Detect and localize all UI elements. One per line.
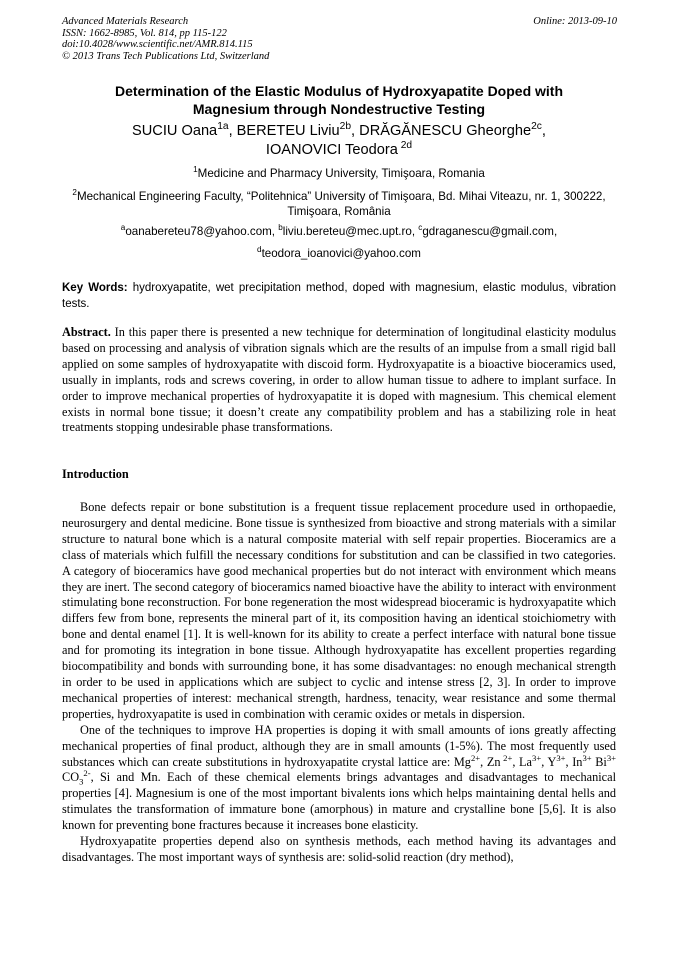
ion-charge: 3+	[606, 752, 617, 763]
journal-header	[62, 16, 617, 62]
keywords	[62, 281, 616, 312]
paragraph: Bone defects repair or bone substitution is a frequent tissue replacement procedure used in orthopaedie, neurosurgery and dental medicine. Bone tissue is synthesized from bioactive and strong materials with a similar structure to natural bone which is a natural composite material with self repair properties. Bioceramics are a class of materials which fulfill the necessary conditions for substitution and can be classified in two categories. A category of bioceramics have good mechanical properties but do not interact with environment which means they are inert. The second category of bioceramics named bioactive have the ability to interact with environment stimulating bone reconstruction. For bone regeneration the most widespread bioceramic is hydroxyapatite which differs few from bone, represents the mineral part of it, its composition having an identical stoichiometry with bone and dental enamel [1]. It is well-known for its ability to create a perfect interface with natural bone tissue and for promoting its integration in bone tissue. Although hydroxyapatite has excellent properties regarding biocompatibility and bonds with surrounding bone, it has some disadvantages: no enough mechanical strength in order to be used in applications which are subject to cyclic and intense stress [2, 3]. In order to improve mechanical properties of interest: mechanical strength, hardness, tenacity, wear resistance and some thermal properties, hydroxyapatite is used in combination with ceramic oxides or metals in dispersion.	[62, 500, 616, 721]
email-mark: a	[120, 223, 126, 233]
abstract	[62, 325, 616, 436]
keywords-label: Key Words:	[62, 282, 128, 294]
ion-symbol: CO	[62, 770, 80, 785]
ion-symbol: La	[519, 754, 533, 769]
email-address[interactable]: oanabereteu78@yahoo.com,	[125, 225, 279, 238]
separator: ,	[512, 754, 520, 769]
ion-symbol: Bi	[595, 754, 607, 769]
ion-symbol: Y	[547, 754, 557, 769]
email-mark: c	[418, 223, 423, 233]
affiliation-text: Mechanical Engineering Faculty, “Politehnica” University of Timişoara, Bd. Mihai Viteazu, nr. 1, 300222, Timişoara, România	[76, 190, 606, 218]
author-separator: ,	[351, 123, 360, 139]
abstract-label: Abstract.	[62, 325, 111, 339]
separator: ,	[541, 754, 548, 769]
email-mark: b	[278, 223, 283, 233]
author-affiliation-mark: 2c	[531, 121, 542, 133]
introduction-body	[62, 500, 616, 866]
ion-symbol: Zn	[486, 754, 501, 769]
ion-charge: 3+	[532, 752, 542, 763]
author-name: BERETEU Liviu	[236, 123, 340, 139]
separator: ,	[565, 754, 573, 769]
author-emails-line-2	[62, 246, 616, 261]
journal-copyright: © 2013 Trans Tech Publications Ltd, Switzerland	[62, 50, 270, 62]
author-affiliation-mark: 2b	[339, 121, 352, 133]
author-name: SUCIU Oana	[132, 123, 218, 139]
keywords-text: hydroxyapatite, wet precipitation method, doped with magnesium, elastic modulus, vibration tests.	[62, 282, 616, 310]
author-name: DRĂGĂNESCU Gheorghe	[359, 123, 532, 139]
ion-charge: 3+	[582, 752, 592, 763]
ion-symbol: Mg	[453, 754, 471, 769]
paper-title	[66, 83, 612, 118]
author-name: IOANOVICI Teodora	[265, 142, 398, 158]
ion-charge: 2-	[83, 768, 91, 779]
section-heading-introduction: Introduction	[62, 467, 129, 481]
ion-charge: 2+	[500, 752, 513, 763]
paragraph-text: , Si and Mn. Each of these chemical elements brings advantages and disadvantages to mechanical properties [4]. Magnesium is one of the most important bivalents ions which helps maintaining dental hells and stimulates the transformation of immature bone (amorphous) in mature and crystalline bone [5,6]. It is also known for preventing bone fractures because it increases bone elasticity.	[62, 770, 616, 833]
author-separator: ,	[541, 123, 546, 139]
paragraph: Hydroxyapatite properties depend also on synthesis methods, each method having its advantages and disadvantages. The most important ways of synthesis are: solid-solid reaction (dry method),	[62, 834, 616, 864]
ion-symbol: In	[572, 754, 583, 769]
abstract-text: In this paper there is presented a new technique for determination of longitudinal elasticity modulus based on processing and analysis of vibration signals which are the results of an impulse from a small rigid ball applied on some samples of hydroxyapatite with discoid form. Hydroxyapatite is a bioactive bioceramics used, usually in implants, rods and screws covering, in order to allow human tissue to adhere to implant surface. In order to improve mechanical properties of hydroxyapatite it is doped with magnesium. This chemical element exists in normal bone tissue; it doesn’t create any compatibility problem and has a stabilizing role in heat treatments stopping undesirable phase transformations.	[62, 325, 616, 435]
email-address[interactable]: liviu.bereteu@mec.upt.ro,	[282, 225, 419, 238]
author-emails	[62, 224, 616, 239]
online-date: Online: 2013-09-10	[533, 16, 617, 27]
author-affiliation-mark: 1a	[217, 121, 229, 133]
ion-charge: 3+	[556, 752, 566, 763]
separator: ,	[480, 754, 487, 769]
email-address[interactable]: gdraganescu@gmail.com,	[422, 225, 558, 238]
author-list	[66, 122, 612, 160]
affiliation-mark: 2	[72, 188, 77, 198]
journal-name: Advanced Materials Research	[62, 16, 189, 27]
affiliation-2	[62, 189, 616, 219]
email-mark: d	[257, 245, 262, 255]
affiliation-mark: 1	[193, 165, 198, 175]
affiliation-text: Medicine and Pharmacy University, Timişoara, Romania	[197, 167, 485, 180]
email-address[interactable]: teodora_ioanovici@yahoo.com	[261, 247, 421, 260]
affiliation-1	[62, 166, 616, 181]
author-separator: ,	[228, 123, 237, 139]
journal-doi: doi:10.4028/www.scientific.net/AMR.814.115	[62, 39, 253, 51]
title-line-1: Determination of the Elastic Modulus of Hydroxyapatite Doped with	[114, 83, 564, 99]
ion-subscript: 3	[79, 776, 84, 787]
author-affiliation-mark: 2d	[397, 140, 413, 152]
paragraph-text: One of the techniques to improve HA properties is doping it with small amounts of ions greatly affecting mechanical properties of final product, although they are in small amounts (1-5%). The most frequently used substances which can create substitutions in hydroxyapatite crystal lattice are:	[62, 722, 616, 769]
journal-issn: ISSN: 1662-8985, Vol. 814, pp 115-122	[62, 27, 227, 39]
title-line-2: Magnesium through Nondestructive Testing	[192, 100, 486, 117]
paragraph	[62, 723, 616, 834]
ion-charge: 2+	[470, 752, 481, 763]
